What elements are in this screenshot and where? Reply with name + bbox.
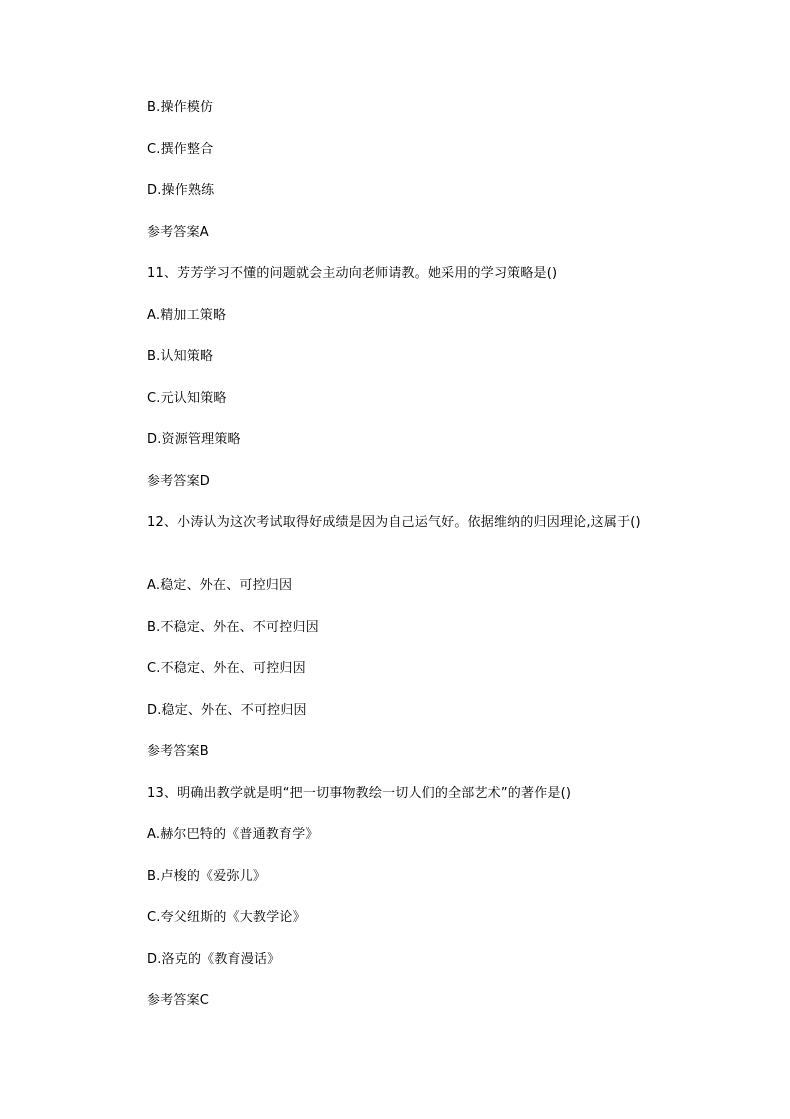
option-c: C.夸父纽斯的《大教学论》	[147, 910, 306, 925]
option-a: A.稳定、外在、可控归因	[147, 578, 293, 593]
question-13: 13、明确出教学就是明“把一切事物教绘一切人们的全部艺术”的著作是()	[147, 786, 572, 801]
option-d: D.操作熟练	[147, 183, 215, 198]
option-b: B.卢梭的《爱弥儿》	[147, 869, 267, 884]
option-c: C.撰作整合	[147, 142, 214, 157]
option-b: B.不稳定、外在、不可控归因	[147, 620, 319, 635]
option-c: C.不稳定、外在、可控归因	[147, 661, 306, 676]
option-d: D.稳定、外在、不可控归因	[147, 703, 307, 718]
option-b: B.操作模仿	[147, 100, 214, 115]
answer-line: 参考答案A	[147, 225, 209, 240]
option-c: C.元认知策略	[147, 391, 227, 406]
option-d: D.资源管理策略	[147, 432, 241, 447]
option-a: A.精加工策略	[147, 308, 227, 323]
option-b: B.认知策略	[147, 349, 214, 364]
question-12: 12、小涛认为这次考试取得好成绩是因为自己运气好。依据维纳的归因理论,这属于()	[147, 515, 641, 530]
answer-line: 参考答案C	[147, 993, 210, 1008]
option-d: D.洛克的《教育漫话》	[147, 952, 281, 967]
option-a: A.赫尔巴特的《普通教育学》	[147, 827, 319, 842]
question-11: 11、芳芳学习不懂的问题就会主动向老师请教。她采用的学习策略是()	[147, 266, 558, 281]
answer-line: 参考答案B	[147, 744, 209, 759]
answer-line: 参考答案D	[147, 474, 211, 489]
